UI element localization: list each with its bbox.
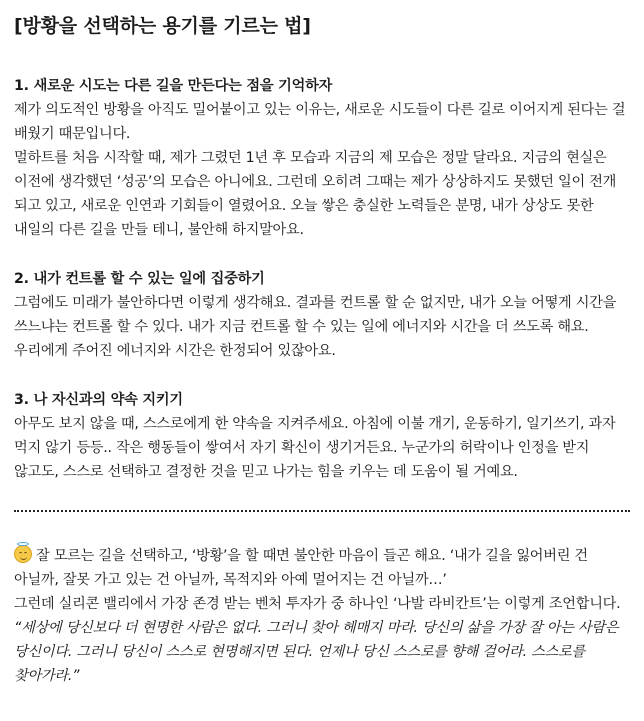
tip-text-1: 잘 모르는 길을 선택하고, ‘방황’을 할 때면 불안한 마음이 들곤 해요. ‘내가 길을 잃어버린 건 아닐까, 잘못 가고 있는 건 아닐까, 목적지와 아예 멀어지는 건 아닐까…’ — [14, 548, 588, 588]
article-title: [방황을 선택하는 용기를 기르는 법] — [14, 15, 311, 37]
section-paragraph: 그럼에도 미래가 불안하다면 이렇게 생각해요. 결과를 컨트롤 할 순 없지만, 내가 오늘 어떻게 시간을 쓰느냐는 컨트롤 할 수 있다. 내가 지금 컨트롤 할 수 있는 일에 에너지와 시간을 더 쓰도록 해요. 우리에게 주어진 에너지와 시간은 한정되어 있잖아요. — [14, 295, 617, 359]
section-heading: 1. 새로운 시도는 다른 길을 만든다는 점을 기억하자 — [14, 78, 333, 94]
section-2 — [14, 267, 630, 363]
section-paragraph: 아무도 보지 않을 때, 스스로에게 한 약속을 지켜주세요. 아침에 이불 개기, 운동하기, 일기쓰기, 과자 먹지 않기 등등.. 작은 행동들이 쌓여서 자기 확신이 생기거든요. 누군가의 허락이나 인정을 받지 않고도, 스스로 선택하고 결정한 것을 믿고 나가는 힘을 키우는 데 도움이 될 거예요. — [14, 416, 616, 480]
section-heading: 3. 나 자신과의 약속 지키기 — [14, 392, 183, 408]
section-3 — [14, 388, 630, 484]
dotted-divider — [14, 510, 630, 512]
section-1 — [14, 74, 630, 242]
tip-text-2: 그런데 실리콘 밸리에서 가장 존경 받는 벤처 투자가 중 하나인 ‘나발 라비칸트’는 이렇게 조언합니다. — [14, 596, 621, 612]
tip-text — [14, 544, 630, 592]
section-paragraph: 제가 의도적인 방황을 아직도 밀어붙이고 있는 이유는, 새로운 시도들이 다른 길로 이어지게 된다는 걸 배웠기 때문입니다. — [14, 102, 626, 142]
smiling-face-with-halo-icon — [14, 545, 32, 563]
section-heading: 2. 내가 컨트롤 할 수 있는 일에 집중하기 — [14, 271, 265, 287]
section-paragraph: 멀하트를 처음 시작할 때, 제가 그렸던 1년 후 모습과 지금의 제 모습은 정말 달라요. 지금의 현실은 이전에 생각했던 ‘성공’의 모습은 아니에요. 그런데 오히려 그때는 제가 상상하지도 못했던 일이 전개 되고 있고, 새로운 인연과 기회들이 열렸어요. 오늘 쌓은 충실한 노력들은 분명, 내가 상상도 못한 내일의 다른 길을 만들 테니, 불안해 하지말아요. — [14, 150, 617, 238]
tip-block — [14, 544, 630, 688]
quote-text: “세상에 당신보다 더 현명한 사람은 없다. 그러니 찾아 헤매지 마라. 당신의 삶을 가장 잘 아는 사람은 당신이다. 그러니 당신이 스스로 현명해지면 된다. 언제나 당신 스스로를 향해 걸어라. 스스로를 찾아가라.” — [14, 620, 619, 684]
